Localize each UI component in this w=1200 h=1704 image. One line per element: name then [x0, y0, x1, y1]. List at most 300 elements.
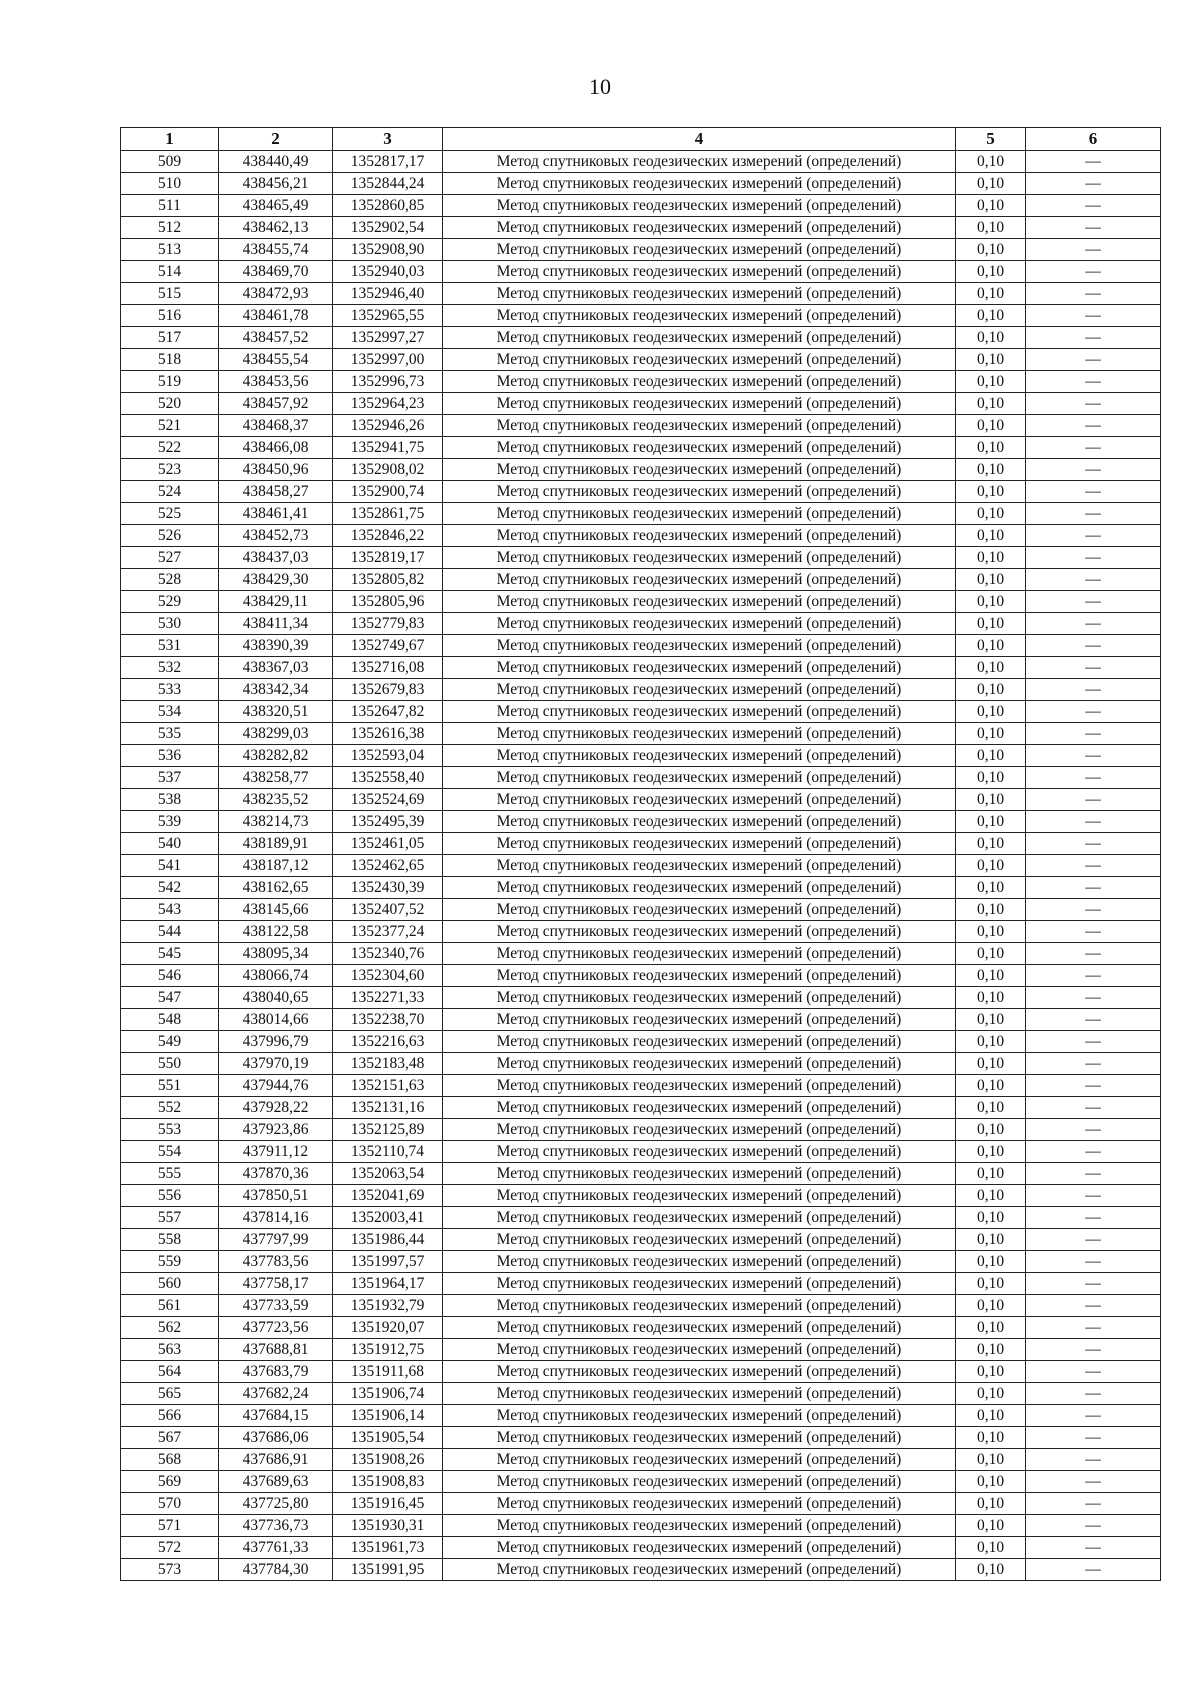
cell-method: Метод спутниковых геодезических измерений (определений) [443, 899, 956, 921]
cell-x-coordinate: 438429,11 [219, 591, 333, 613]
cell-accuracy: 0,10 [956, 1493, 1026, 1515]
cell-accuracy: 0,10 [956, 921, 1026, 943]
cell-x-coordinate: 437797,99 [219, 1229, 333, 1251]
cell-point-number: 531 [121, 635, 219, 657]
cell-y-coordinate: 1351906,74 [333, 1383, 443, 1405]
cell-method: Метод спутниковых геодезических измерений (определений) [443, 1031, 956, 1053]
table-row [121, 723, 1161, 745]
cell-accuracy: 0,10 [956, 1119, 1026, 1141]
cell-accuracy: 0,10 [956, 459, 1026, 481]
cell-y-coordinate: 1352110,74 [333, 1141, 443, 1163]
cell-x-coordinate: 437996,79 [219, 1031, 333, 1053]
cell-y-coordinate: 1352964,23 [333, 393, 443, 415]
cell-accuracy: 0,10 [956, 811, 1026, 833]
table-row [121, 613, 1161, 635]
cell-method: Метод спутниковых геодезических измерений (определений) [443, 767, 956, 789]
cell-point-number: 572 [121, 1537, 219, 1559]
cell-note: — [1026, 503, 1161, 525]
cell-method: Метод спутниковых геодезических измерений (определений) [443, 569, 956, 591]
cell-accuracy: 0,10 [956, 1361, 1026, 1383]
cell-x-coordinate: 437689,63 [219, 1471, 333, 1493]
cell-x-coordinate: 438429,30 [219, 569, 333, 591]
cell-x-coordinate: 437944,76 [219, 1075, 333, 1097]
cell-method: Метод спутниковых геодезических измерений (определений) [443, 1185, 956, 1207]
cell-note: — [1026, 987, 1161, 1009]
cell-method: Метод спутниковых геодезических измерений (определений) [443, 1207, 956, 1229]
cell-method: Метод спутниковых геодезических измерений (определений) [443, 723, 956, 745]
cell-x-coordinate: 438466,08 [219, 437, 333, 459]
cell-note: — [1026, 1009, 1161, 1031]
cell-y-coordinate: 1352997,27 [333, 327, 443, 349]
cell-y-coordinate: 1352844,24 [333, 173, 443, 195]
cell-note: — [1026, 811, 1161, 833]
cell-point-number: 527 [121, 547, 219, 569]
cell-note: — [1026, 921, 1161, 943]
cell-y-coordinate: 1352003,41 [333, 1207, 443, 1229]
table-row [121, 987, 1161, 1009]
cell-accuracy: 0,10 [956, 173, 1026, 195]
table-row [121, 503, 1161, 525]
cell-y-coordinate: 1352304,60 [333, 965, 443, 987]
cell-y-coordinate: 1352941,75 [333, 437, 443, 459]
cell-point-number: 538 [121, 789, 219, 811]
cell-x-coordinate: 437870,36 [219, 1163, 333, 1185]
cell-y-coordinate: 1352616,38 [333, 723, 443, 745]
table-row [121, 437, 1161, 459]
table-row [121, 173, 1161, 195]
cell-y-coordinate: 1352407,52 [333, 899, 443, 921]
cell-note: — [1026, 459, 1161, 481]
cell-method: Метод спутниковых геодезических измерений (определений) [443, 1449, 956, 1471]
cell-y-coordinate: 1352377,24 [333, 921, 443, 943]
cell-method: Метод спутниковых геодезических измерений (определений) [443, 503, 956, 525]
cell-y-coordinate: 1352041,69 [333, 1185, 443, 1207]
cell-point-number: 541 [121, 855, 219, 877]
table-row [121, 679, 1161, 701]
table-row [121, 1427, 1161, 1449]
cell-y-coordinate: 1352238,70 [333, 1009, 443, 1031]
cell-point-number: 556 [121, 1185, 219, 1207]
cell-y-coordinate: 1352819,17 [333, 547, 443, 569]
cell-y-coordinate: 1352461,05 [333, 833, 443, 855]
cell-y-coordinate: 1352940,03 [333, 261, 443, 283]
cell-method: Метод спутниковых геодезических измерений (определений) [443, 1295, 956, 1317]
table-row [121, 1515, 1161, 1537]
cell-method: Метод спутниковых геодезических измерений (определений) [443, 1075, 956, 1097]
cell-accuracy: 0,10 [956, 943, 1026, 965]
cell-method: Метод спутниковых геодезических измерений (определений) [443, 1119, 956, 1141]
cell-point-number: 549 [121, 1031, 219, 1053]
table-row [121, 855, 1161, 877]
cell-x-coordinate: 437761,33 [219, 1537, 333, 1559]
cell-y-coordinate: 1352679,83 [333, 679, 443, 701]
cell-y-coordinate: 1351991,95 [333, 1559, 443, 1581]
table-row [121, 657, 1161, 679]
cell-note: — [1026, 1515, 1161, 1537]
cell-point-number: 515 [121, 283, 219, 305]
cell-note: — [1026, 1361, 1161, 1383]
cell-y-coordinate: 1352805,96 [333, 591, 443, 613]
table-row [121, 1163, 1161, 1185]
cell-note: — [1026, 1427, 1161, 1449]
table-row [121, 965, 1161, 987]
cell-note: — [1026, 283, 1161, 305]
cell-accuracy: 0,10 [956, 1339, 1026, 1361]
cell-point-number: 566 [121, 1405, 219, 1427]
cell-x-coordinate: 438145,66 [219, 899, 333, 921]
cell-y-coordinate: 1351964,17 [333, 1273, 443, 1295]
cell-note: — [1026, 1075, 1161, 1097]
cell-x-coordinate: 437928,22 [219, 1097, 333, 1119]
cell-x-coordinate: 438462,13 [219, 217, 333, 239]
cell-y-coordinate: 1351930,31 [333, 1515, 443, 1537]
cell-point-number: 552 [121, 1097, 219, 1119]
cell-y-coordinate: 1352965,55 [333, 305, 443, 327]
table-row [121, 1053, 1161, 1075]
cell-y-coordinate: 1351986,44 [333, 1229, 443, 1251]
cell-y-coordinate: 1352861,75 [333, 503, 443, 525]
cell-note: — [1026, 1493, 1161, 1515]
cell-y-coordinate: 1351961,73 [333, 1537, 443, 1559]
cell-x-coordinate: 437725,80 [219, 1493, 333, 1515]
cell-note: — [1026, 767, 1161, 789]
cell-method: Метод спутниковых геодезических измерений (определений) [443, 261, 956, 283]
cell-method: Метод спутниковых геодезических измерений (определений) [443, 393, 956, 415]
cell-x-coordinate: 437682,24 [219, 1383, 333, 1405]
table-row [121, 195, 1161, 217]
cell-note: — [1026, 261, 1161, 283]
table-row [121, 1559, 1161, 1581]
cell-accuracy: 0,10 [956, 899, 1026, 921]
cell-accuracy: 0,10 [956, 1207, 1026, 1229]
cell-accuracy: 0,10 [956, 1163, 1026, 1185]
cell-method: Метод спутниковых геодезических измерений (определений) [443, 217, 956, 239]
cell-accuracy: 0,10 [956, 1295, 1026, 1317]
cell-note: — [1026, 899, 1161, 921]
cell-method: Метод спутниковых геодезических измерений (определений) [443, 1515, 956, 1537]
cell-x-coordinate: 437923,86 [219, 1119, 333, 1141]
cell-accuracy: 0,10 [956, 1559, 1026, 1581]
cell-point-number: 558 [121, 1229, 219, 1251]
cell-accuracy: 0,10 [956, 635, 1026, 657]
cell-accuracy: 0,10 [956, 525, 1026, 547]
cell-y-coordinate: 1352593,04 [333, 745, 443, 767]
cell-point-number: 539 [121, 811, 219, 833]
table-row [121, 1141, 1161, 1163]
cell-x-coordinate: 437814,16 [219, 1207, 333, 1229]
cell-method: Метод спутниковых геодезических измерений (определений) [443, 1251, 956, 1273]
cell-point-number: 568 [121, 1449, 219, 1471]
cell-accuracy: 0,10 [956, 613, 1026, 635]
cell-x-coordinate: 437688,81 [219, 1339, 333, 1361]
cell-accuracy: 0,10 [956, 1031, 1026, 1053]
cell-x-coordinate: 438320,51 [219, 701, 333, 723]
cell-method: Метод спутниковых геодезических измерений (определений) [443, 745, 956, 767]
cell-x-coordinate: 438437,03 [219, 547, 333, 569]
cell-accuracy: 0,10 [956, 965, 1026, 987]
cell-y-coordinate: 1352779,83 [333, 613, 443, 635]
table-row [121, 789, 1161, 811]
cell-x-coordinate: 438390,39 [219, 635, 333, 657]
cell-accuracy: 0,10 [956, 239, 1026, 261]
cell-y-coordinate: 1352495,39 [333, 811, 443, 833]
cell-note: — [1026, 701, 1161, 723]
cell-accuracy: 0,10 [956, 1273, 1026, 1295]
cell-note: — [1026, 327, 1161, 349]
cell-x-coordinate: 437684,15 [219, 1405, 333, 1427]
table-row [121, 569, 1161, 591]
table-row [121, 1449, 1161, 1471]
cell-accuracy: 0,10 [956, 1009, 1026, 1031]
cell-accuracy: 0,10 [956, 1515, 1026, 1537]
table-row [121, 283, 1161, 305]
cell-method: Метод спутниковых геодезических измерений (определений) [443, 591, 956, 613]
cell-accuracy: 0,10 [956, 1229, 1026, 1251]
table-row [121, 1537, 1161, 1559]
cell-note: — [1026, 1141, 1161, 1163]
table-row [121, 899, 1161, 921]
cell-note: — [1026, 305, 1161, 327]
cell-accuracy: 0,10 [956, 591, 1026, 613]
table-row [121, 1493, 1161, 1515]
cell-accuracy: 0,10 [956, 1317, 1026, 1339]
table-row [121, 701, 1161, 723]
cell-y-coordinate: 1352216,63 [333, 1031, 443, 1053]
cell-accuracy: 0,10 [956, 1537, 1026, 1559]
cell-method: Метод спутниковых геодезических измерений (определений) [443, 1097, 956, 1119]
cell-point-number: 553 [121, 1119, 219, 1141]
cell-method: Метод спутниковых геодезических измерений (определений) [443, 1163, 956, 1185]
cell-y-coordinate: 1352183,48 [333, 1053, 443, 1075]
cell-method: Метод спутниковых геодезических измерений (определений) [443, 789, 956, 811]
cell-accuracy: 0,10 [956, 1075, 1026, 1097]
cell-note: — [1026, 1163, 1161, 1185]
cell-point-number: 573 [121, 1559, 219, 1581]
cell-y-coordinate: 1352340,76 [333, 943, 443, 965]
cell-accuracy: 0,10 [956, 701, 1026, 723]
cell-x-coordinate: 438299,03 [219, 723, 333, 745]
cell-x-coordinate: 438469,70 [219, 261, 333, 283]
table-row [121, 327, 1161, 349]
cell-note: — [1026, 1229, 1161, 1251]
cell-point-number: 512 [121, 217, 219, 239]
cell-point-number: 510 [121, 173, 219, 195]
cell-method: Метод спутниковых геодезических измерений (определений) [443, 987, 956, 1009]
table-row [121, 745, 1161, 767]
cell-point-number: 518 [121, 349, 219, 371]
table-row [121, 239, 1161, 261]
table-body [121, 151, 1161, 1581]
cell-method: Метод спутниковых геодезических измерений (определений) [443, 151, 956, 173]
cell-point-number: 570 [121, 1493, 219, 1515]
cell-method: Метод спутниковых геодезических измерений (определений) [443, 239, 956, 261]
cell-point-number: 532 [121, 657, 219, 679]
cell-method: Метод спутниковых геодезических измерений (определений) [443, 811, 956, 833]
cell-y-coordinate: 1351920,07 [333, 1317, 443, 1339]
table-row [121, 591, 1161, 613]
column-header-3: 3 [333, 128, 443, 151]
cell-note: — [1026, 1053, 1161, 1075]
cell-note: — [1026, 723, 1161, 745]
cell-method: Метод спутниковых геодезических измерений (определений) [443, 1361, 956, 1383]
cell-method: Метод спутниковых геодезических измерений (определений) [443, 1493, 956, 1515]
cell-method: Метод спутниковых геодезических измерений (определений) [443, 195, 956, 217]
cell-y-coordinate: 1351932,79 [333, 1295, 443, 1317]
cell-x-coordinate: 438095,34 [219, 943, 333, 965]
cell-y-coordinate: 1352805,82 [333, 569, 443, 591]
cell-point-number: 513 [121, 239, 219, 261]
cell-point-number: 560 [121, 1273, 219, 1295]
cell-point-number: 537 [121, 767, 219, 789]
cell-x-coordinate: 438282,82 [219, 745, 333, 767]
cell-y-coordinate: 1352902,54 [333, 217, 443, 239]
table-row [121, 943, 1161, 965]
cell-y-coordinate: 1352558,40 [333, 767, 443, 789]
cell-accuracy: 0,10 [956, 327, 1026, 349]
cell-point-number: 551 [121, 1075, 219, 1097]
cell-method: Метод спутниковых геодезических измерений (определений) [443, 1427, 956, 1449]
table-row [121, 393, 1161, 415]
table-row [121, 261, 1161, 283]
cell-point-number: 540 [121, 833, 219, 855]
cell-accuracy: 0,10 [956, 1185, 1026, 1207]
cell-note: — [1026, 525, 1161, 547]
table-row [121, 1273, 1161, 1295]
table-row [121, 481, 1161, 503]
cell-note: — [1026, 217, 1161, 239]
cell-point-number: 534 [121, 701, 219, 723]
table-row [121, 1383, 1161, 1405]
cell-accuracy: 0,10 [956, 437, 1026, 459]
cell-point-number: 529 [121, 591, 219, 613]
cell-method: Метод спутниковых геодезических измерений (определений) [443, 921, 956, 943]
cell-note: — [1026, 1273, 1161, 1295]
cell-x-coordinate: 437911,12 [219, 1141, 333, 1163]
cell-y-coordinate: 1352860,85 [333, 195, 443, 217]
cell-point-number: 536 [121, 745, 219, 767]
cell-point-number: 530 [121, 613, 219, 635]
cell-method: Метод спутниковых геодезических измерений (определений) [443, 1141, 956, 1163]
cell-note: — [1026, 1471, 1161, 1493]
table-row [121, 1097, 1161, 1119]
cell-accuracy: 0,10 [956, 877, 1026, 899]
cell-note: — [1026, 1031, 1161, 1053]
cell-point-number: 567 [121, 1427, 219, 1449]
column-header-4: 4 [443, 128, 956, 151]
table-row [121, 305, 1161, 327]
cell-method: Метод спутниковых геодезических измерений (определений) [443, 1383, 956, 1405]
cell-x-coordinate: 437784,30 [219, 1559, 333, 1581]
cell-note: — [1026, 1449, 1161, 1471]
cell-point-number: 562 [121, 1317, 219, 1339]
cell-y-coordinate: 1351905,54 [333, 1427, 443, 1449]
cell-x-coordinate: 437970,19 [219, 1053, 333, 1075]
cell-method: Метод спутниковых геодезических измерений (определений) [443, 547, 956, 569]
cell-accuracy: 0,10 [956, 283, 1026, 305]
table-row [121, 921, 1161, 943]
cell-note: — [1026, 415, 1161, 437]
cell-y-coordinate: 1352430,39 [333, 877, 443, 899]
cell-x-coordinate: 438440,49 [219, 151, 333, 173]
cell-accuracy: 0,10 [956, 1449, 1026, 1471]
cell-x-coordinate: 438461,78 [219, 305, 333, 327]
cell-note: — [1026, 877, 1161, 899]
cell-point-number: 548 [121, 1009, 219, 1031]
cell-y-coordinate: 1352749,67 [333, 635, 443, 657]
cell-note: — [1026, 481, 1161, 503]
cell-x-coordinate: 438066,74 [219, 965, 333, 987]
cell-note: — [1026, 1559, 1161, 1581]
cell-y-coordinate: 1352900,74 [333, 481, 443, 503]
cell-note: — [1026, 1383, 1161, 1405]
table-row [121, 1317, 1161, 1339]
cell-method: Метод спутниковых геодезических измерений (определений) [443, 481, 956, 503]
cell-method: Метод спутниковых геодезических измерений (определений) [443, 1471, 956, 1493]
cell-accuracy: 0,10 [956, 679, 1026, 701]
cell-accuracy: 0,10 [956, 1427, 1026, 1449]
cell-note: — [1026, 1339, 1161, 1361]
table-row [121, 525, 1161, 547]
cell-y-coordinate: 1352462,65 [333, 855, 443, 877]
cell-accuracy: 0,10 [956, 789, 1026, 811]
cell-point-number: 569 [121, 1471, 219, 1493]
cell-note: — [1026, 1295, 1161, 1317]
cell-x-coordinate: 437686,91 [219, 1449, 333, 1471]
cell-method: Метод спутниковых геодезических измерений (определений) [443, 327, 956, 349]
cell-method: Метод спутниковых геодезических измерений (определений) [443, 415, 956, 437]
table-row [121, 811, 1161, 833]
cell-x-coordinate: 437723,56 [219, 1317, 333, 1339]
cell-method: Метод спутниковых геодезических измерений (определений) [443, 679, 956, 701]
cell-accuracy: 0,10 [956, 1097, 1026, 1119]
cell-y-coordinate: 1352997,00 [333, 349, 443, 371]
cell-x-coordinate: 438455,74 [219, 239, 333, 261]
cell-point-number: 528 [121, 569, 219, 591]
cell-method: Метод спутниковых геодезических измерений (определений) [443, 943, 956, 965]
cell-point-number: 524 [121, 481, 219, 503]
table-row [121, 877, 1161, 899]
table-row [121, 1075, 1161, 1097]
cell-y-coordinate: 1352647,82 [333, 701, 443, 723]
table-row [121, 1229, 1161, 1251]
cell-x-coordinate: 437683,79 [219, 1361, 333, 1383]
cell-x-coordinate: 438367,03 [219, 657, 333, 679]
cell-point-number: 535 [121, 723, 219, 745]
cell-note: — [1026, 591, 1161, 613]
cell-note: — [1026, 613, 1161, 635]
cell-accuracy: 0,10 [956, 481, 1026, 503]
cell-point-number: 545 [121, 943, 219, 965]
cell-accuracy: 0,10 [956, 261, 1026, 283]
table-row [121, 1361, 1161, 1383]
cell-point-number: 547 [121, 987, 219, 1009]
cell-method: Метод спутниковых геодезических измерений (определений) [443, 1317, 956, 1339]
cell-note: — [1026, 789, 1161, 811]
cell-x-coordinate: 438455,54 [219, 349, 333, 371]
cell-point-number: 544 [121, 921, 219, 943]
cell-x-coordinate: 438040,65 [219, 987, 333, 1009]
cell-accuracy: 0,10 [956, 855, 1026, 877]
cell-point-number: 559 [121, 1251, 219, 1273]
cell-y-coordinate: 1351916,45 [333, 1493, 443, 1515]
cell-point-number: 517 [121, 327, 219, 349]
cell-accuracy: 0,10 [956, 745, 1026, 767]
cell-note: — [1026, 855, 1161, 877]
cell-y-coordinate: 1352946,40 [333, 283, 443, 305]
cell-x-coordinate: 438187,12 [219, 855, 333, 877]
cell-x-coordinate: 438122,58 [219, 921, 333, 943]
cell-note: — [1026, 745, 1161, 767]
